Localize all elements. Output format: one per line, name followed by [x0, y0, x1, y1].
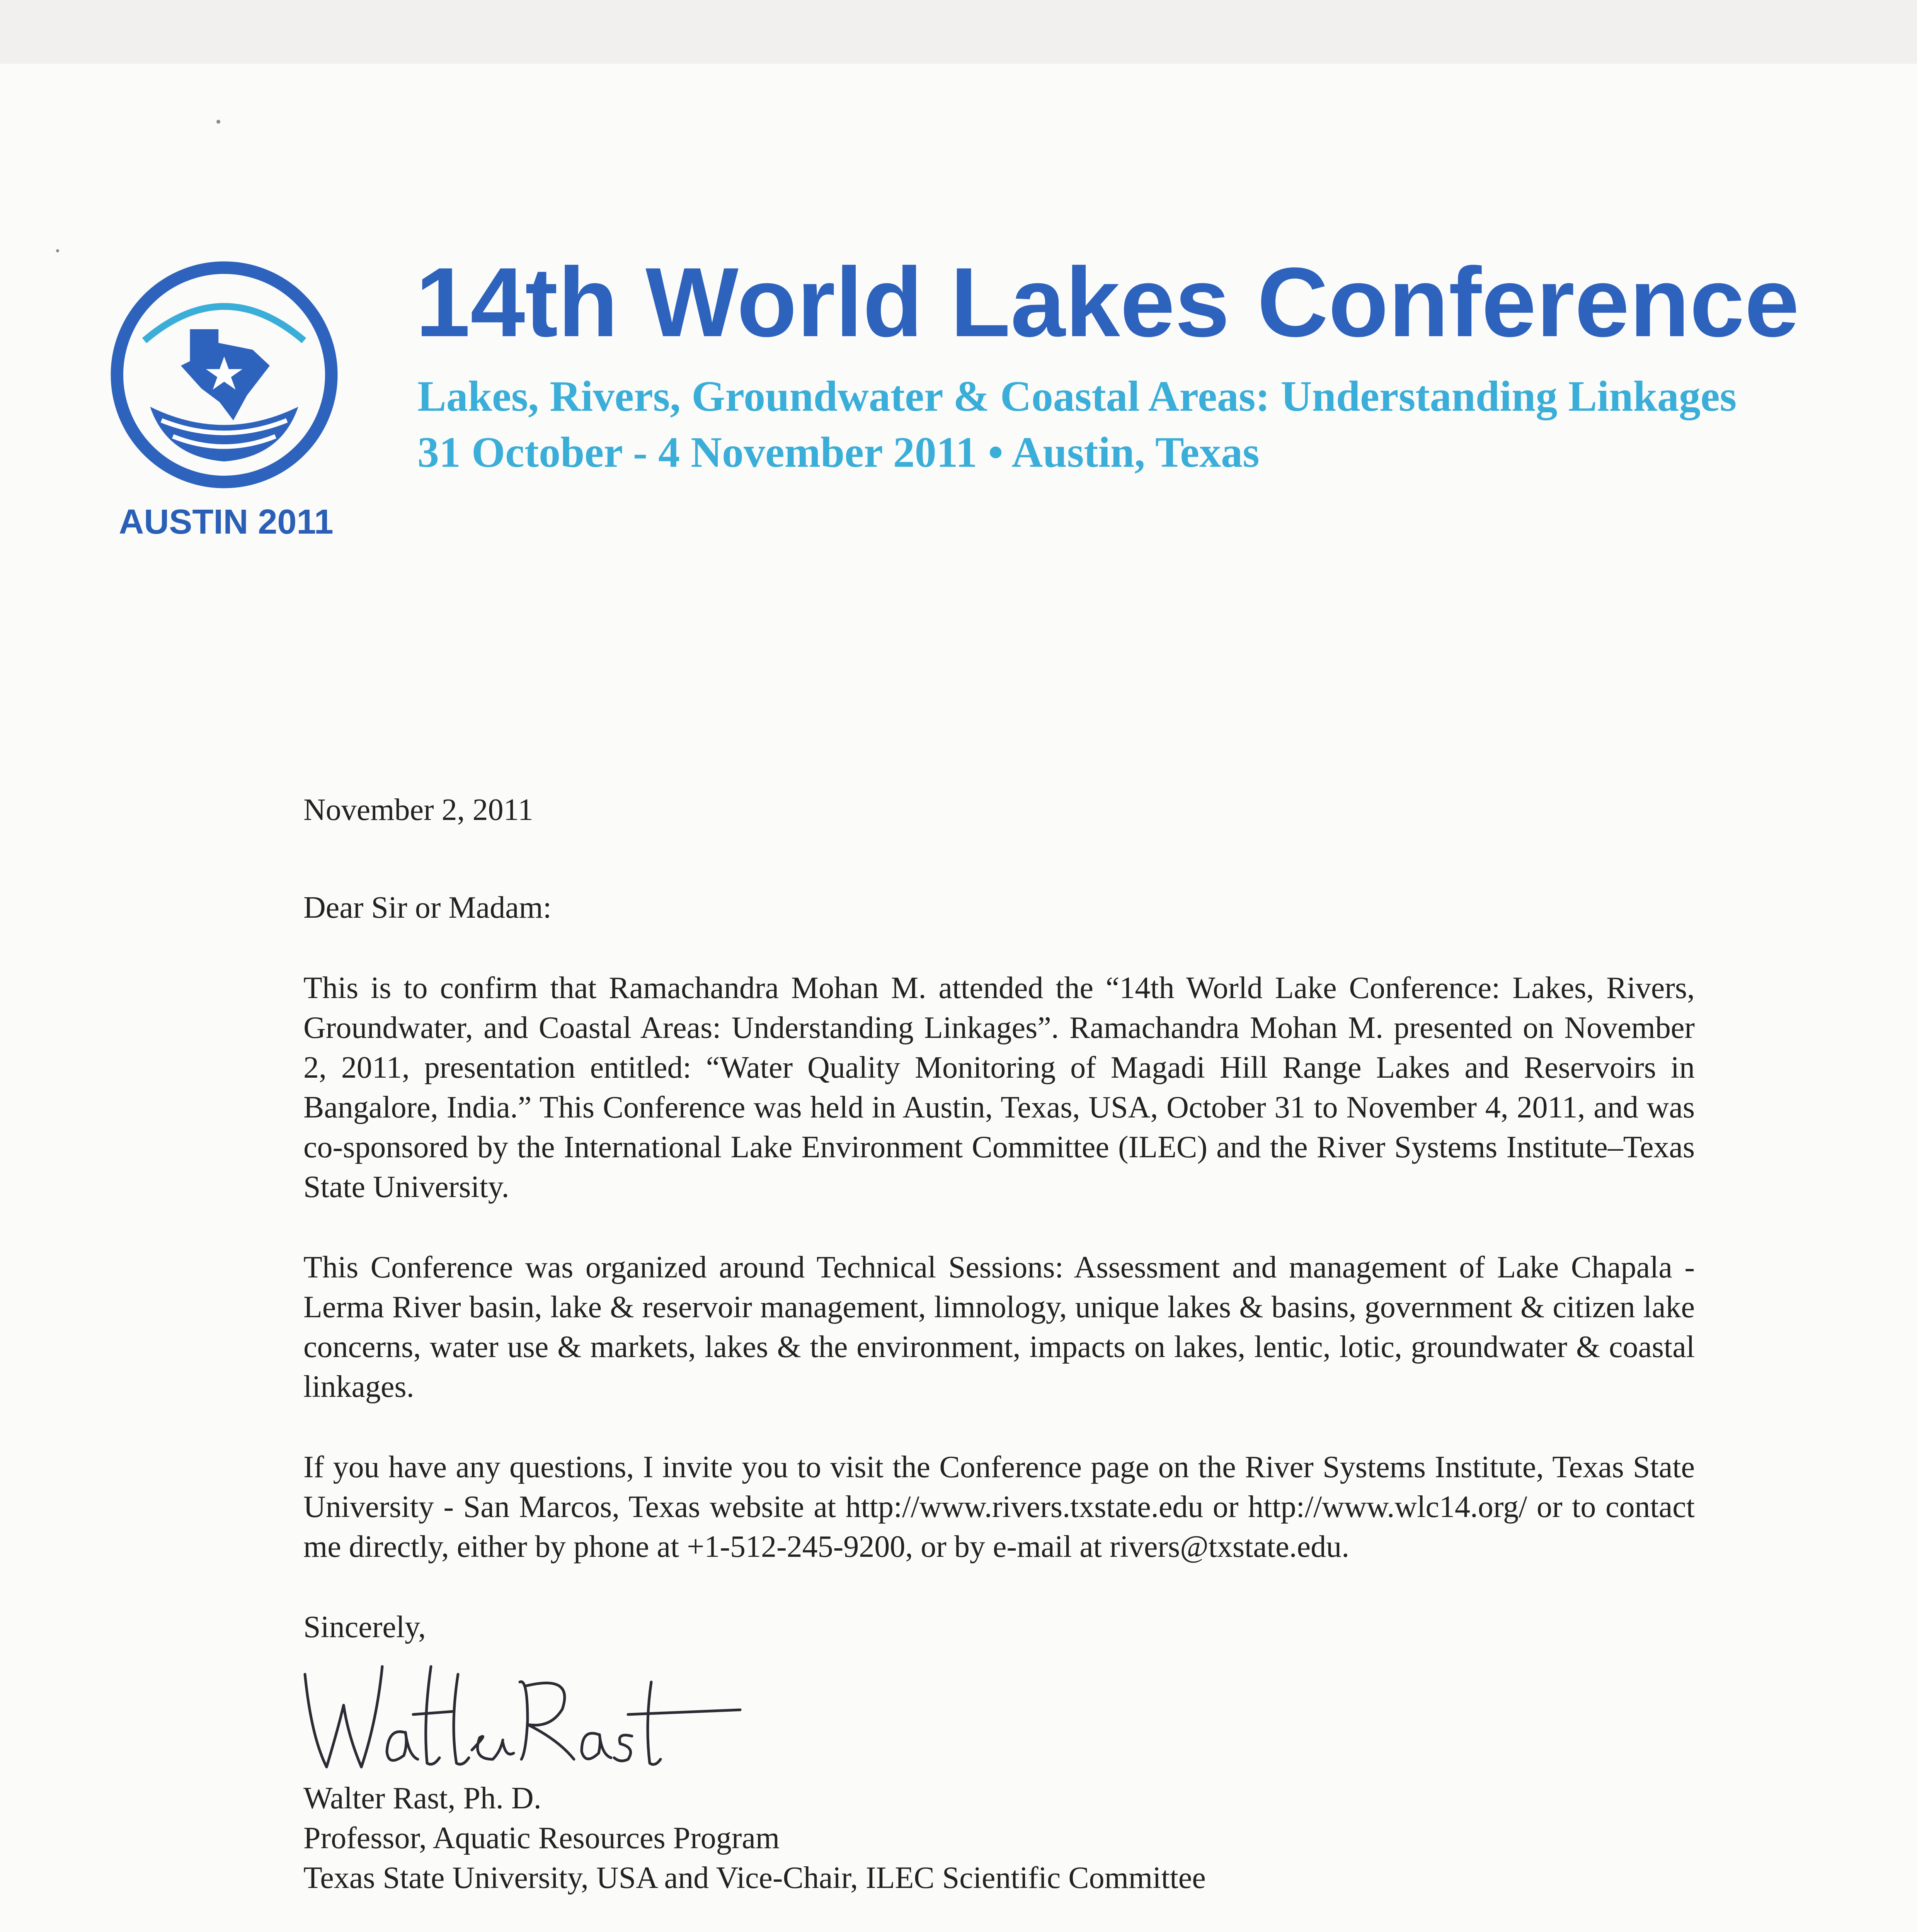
paragraph-contact: If you have any questions, I invite you to visit the Conference page on the River Systems Institute, Texas State University - San Marcos, Texas website at http://www.rivers.txstate.edu or http://www.wlc14.org/ or to contact me directly, either by phone at +1-512-245-9200, or by e-mail at rivers@txstate.edu.: [303, 1450, 1695, 1564]
scan-speck: [216, 120, 220, 124]
logo-caption: AUSTIN 2011: [119, 503, 334, 541]
signer-name: Walter Rast, Ph. D.: [303, 1781, 541, 1815]
paragraph-confirmation: This is to confirm that Ramachandra Mohan M. attended the “14th World Lake Conference: Lakes, Rivers, Groundwater, and Coastal Areas: Understanding Linkages”. Ramachandra Mohan M. presented on November 2, 2011, presentation entitled: “Water Quality Monitoring of Magadi Hill Range Lakes and Reservoirs in Bangalore, India.” This Conference was held in Austin, Texas, USA, October 31 to November 4, 2011, and was co-sponsored by the International Lake Environment Committee (ILEC) and the River Systems Institute–Texas State University.: [303, 971, 1695, 1204]
conference-logo-icon: [110, 261, 338, 489]
salutation: Dear Sir or Madam:: [303, 891, 552, 925]
signer-title: Professor, Aquatic Resources Program: [303, 1821, 780, 1855]
scan-speck: [56, 249, 59, 252]
paragraph-sessions: This Conference was organized around Technical Sessions: Assessment and management of Lake Chapala - Lerma River basin, lake & reservoir management, limnology, unique lakes & basins, government & citizen lake concerns, water use & markets, lakes & the environment, impacts on lakes, lentic, lotic, groundwater & coastal linkages.: [303, 1250, 1695, 1404]
conference-title: 14th World Lakes Conference: [415, 247, 1800, 357]
conference-dates: 31 October - 4 November 2011 • Austin, Texas: [417, 429, 1260, 476]
closing: Sincerely,: [303, 1610, 426, 1644]
signer-affiliation: Texas State University, USA and Vice-Chair, ILEC Scientific Committee: [303, 1861, 1206, 1895]
signature-image: [296, 1651, 759, 1779]
letter-date: November 2, 2011: [303, 793, 533, 827]
conference-subtitle: Lakes, Rivers, Groundwater & Coastal Areas: Understanding Linkages: [417, 372, 1737, 420]
letter-sheet: [0, 64, 1917, 1932]
letter-body: [303, 790, 1695, 1898]
